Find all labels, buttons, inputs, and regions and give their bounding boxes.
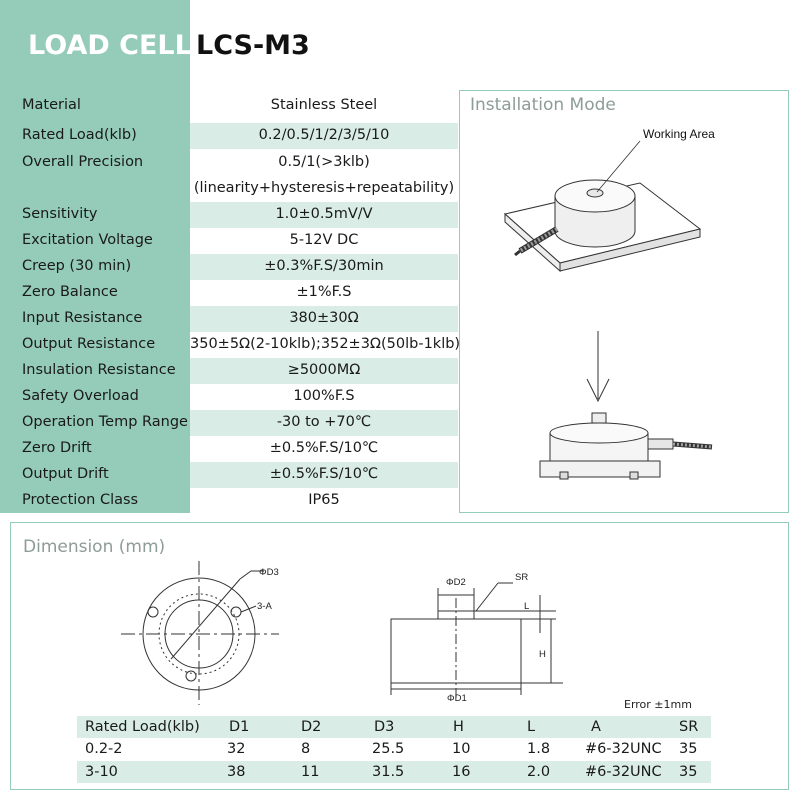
spec-value: -30 to +70℃ [276, 414, 372, 430]
table-cell: 38 [227, 764, 246, 780]
spec-row [0, 488, 458, 514]
down-arrow-icon [587, 331, 609, 401]
side-view-drawing [391, 583, 563, 698]
spec-value: IP65 [308, 492, 340, 508]
spec-row [0, 123, 458, 149]
title-model: LCS-M3 [196, 30, 310, 61]
spec-row [0, 462, 458, 488]
table-cell: 35 [679, 764, 698, 780]
spec-value: (linearity+hysteresis+repeatability) [193, 180, 455, 196]
installation-illustration [460, 91, 790, 514]
spec-value: Stainless Steel [270, 97, 378, 113]
table-cell: #6-32UNC [585, 741, 662, 757]
dim-label-h: H [539, 649, 546, 660]
spec-value: ±0.5%F.S/10℃ [269, 440, 379, 456]
load-cell-on-plate-drawing [505, 141, 700, 271]
title-product-type: LOAD CELL [28, 30, 192, 61]
load-cell-side-drawing [540, 413, 712, 479]
spec-label: Zero Balance [22, 284, 118, 300]
spec-row [0, 202, 458, 228]
spec-label: Sensitivity [22, 206, 98, 222]
spec-label: Output Resistance [22, 336, 156, 352]
spec-value: 5-12V DC [289, 232, 359, 248]
dimension-title: Dimension (mm) [23, 537, 166, 557]
installation-mode-title: Installation Mode [470, 95, 616, 115]
table-header: SR [679, 719, 699, 735]
table-header: A [591, 719, 601, 735]
spec-value: 1.0±0.5mV/V [275, 206, 373, 222]
spec-row [0, 150, 458, 176]
working-area-label: Working Area [643, 127, 715, 141]
spec-row [0, 254, 458, 280]
spec-row [0, 93, 458, 119]
spec-value: 100%F.S [293, 388, 355, 404]
dim-label-d2: ΦD2 [446, 577, 466, 588]
dim-label-d1: ΦD1 [447, 693, 467, 704]
table-cell: 10 [452, 741, 471, 757]
spec-row [0, 332, 461, 358]
spec-row [0, 358, 458, 384]
spec-value: ±1%F.S [296, 284, 352, 300]
table-cell: #6-32UNC [585, 764, 662, 780]
spec-value: 350±5Ω(2-10klb);352±3Ω(50lb-1klb) [190, 336, 461, 352]
table-cell: 25.5 [372, 741, 405, 757]
spec-value: 0.2/0.5/1/2/3/5/10 [258, 127, 390, 143]
spec-label: Operation Temp Range [22, 414, 188, 430]
dim-label-sr: SR [515, 572, 529, 583]
spec-value: ±0.3%F.S/30min [264, 258, 384, 274]
spec-label: Safety Overload [22, 388, 139, 404]
spec-row [0, 410, 458, 436]
spec-label: Excitation Voltage [22, 232, 153, 248]
table-header: H [453, 719, 464, 735]
spec-label: Protection Class [22, 492, 139, 508]
table-cell: 16 [452, 764, 471, 780]
spec-row [0, 306, 458, 332]
spec-row [0, 280, 458, 306]
table-header-row [77, 716, 711, 738]
spec-label: Rated Load(klb) [22, 127, 137, 143]
spec-label: Zero Drift [22, 440, 92, 456]
table-cell: 35 [679, 741, 698, 757]
spec-value: ±0.5%F.S/10℃ [269, 466, 379, 482]
spec-label: Material [22, 97, 81, 113]
table-cell: 0.2-2 [85, 741, 123, 757]
table-cell: 32 [227, 741, 246, 757]
table-cell: 8 [301, 741, 311, 757]
spec-row [0, 228, 458, 254]
table-row [77, 761, 711, 783]
spec-label: Insulation Resistance [22, 362, 176, 378]
spec-value: 0.5/1(>3klb) [278, 154, 370, 170]
top-view-drawing [121, 561, 279, 705]
spec-label: Output Drift [22, 466, 109, 482]
spec-label: Input Resistance [22, 310, 143, 326]
table-header: D2 [301, 719, 322, 735]
table-cell: 1.8 [527, 741, 551, 757]
dim-label-l: L [524, 601, 530, 612]
spec-label: Creep (30 min) [22, 258, 132, 274]
table-cell: 31.5 [372, 764, 405, 780]
table-header: L [527, 719, 536, 735]
spec-value: ≥5000MΩ [287, 362, 361, 378]
table-cell: 11 [301, 764, 320, 780]
dim-label-a: 3-A [257, 601, 272, 612]
table-header: D3 [374, 719, 395, 735]
table-cell: 3-10 [85, 764, 118, 780]
spec-label: Overall Precision [22, 154, 144, 170]
table-header: D1 [229, 719, 250, 735]
table-row [77, 738, 711, 760]
spec-row [0, 176, 458, 202]
table-header: Rated Load(klb) [85, 719, 200, 735]
spec-row [0, 436, 458, 462]
dim-label-d3: ΦD3 [259, 567, 279, 578]
table-cell: 2.0 [527, 764, 551, 780]
installation-mode-panel [459, 90, 789, 513]
error-tolerance-note: Error ±1mm [624, 698, 692, 711]
spec-row [0, 384, 458, 410]
spec-value: 380±30Ω [289, 310, 359, 326]
